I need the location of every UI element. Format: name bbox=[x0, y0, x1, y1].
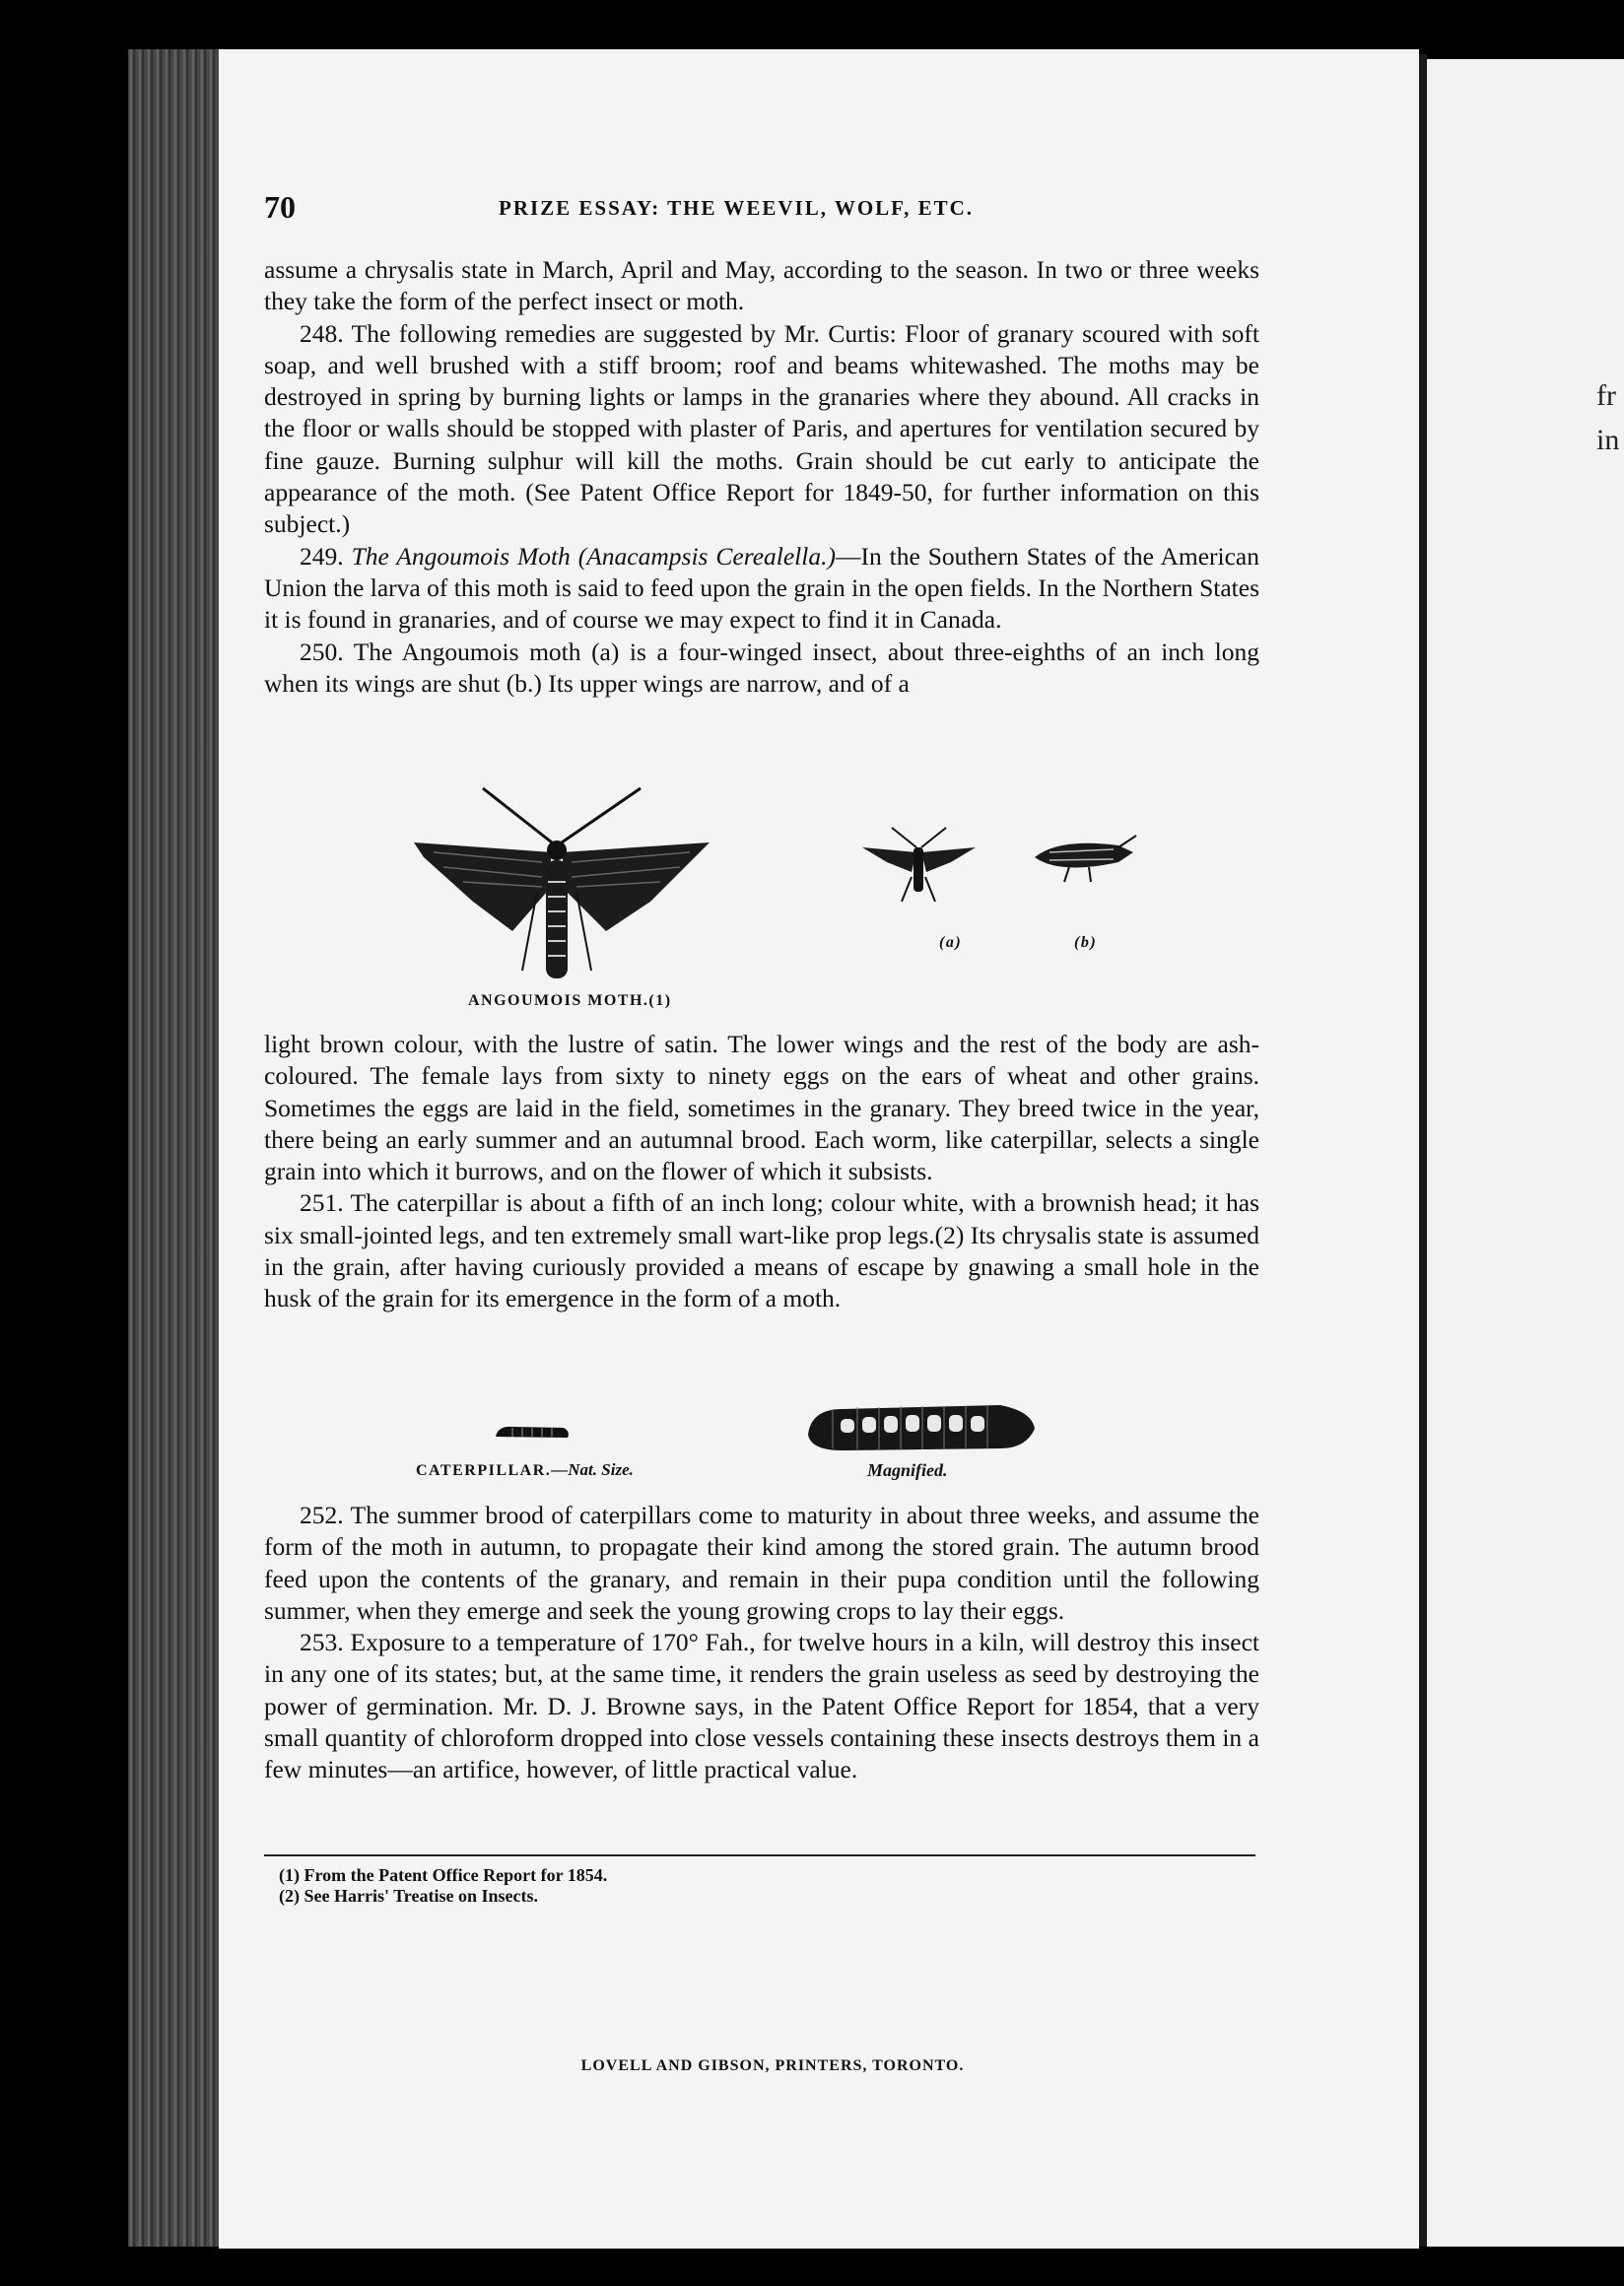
footnote-rule bbox=[264, 1854, 1255, 1856]
caption-caterpillar-label: CATERPILLAR. bbox=[416, 1462, 552, 1479]
running-head: PRIZE ESSAY: THE WEEVIL, WOLF, ETC. bbox=[499, 196, 975, 220]
text-block-top bbox=[264, 254, 1259, 700]
figure-caption-angoumois: ANGOUMOIS MOTH.(1) bbox=[468, 992, 672, 1009]
paragraph-249-text-cont: the open fields. In the Northern States it is found in granaries, and of course we may expect to find it in Canada. bbox=[264, 572, 1259, 635]
figure-caption-magnified: Magnified. bbox=[867, 1460, 948, 1480]
page-header bbox=[264, 189, 1259, 229]
moth-small-a-illustration bbox=[857, 823, 981, 907]
footnote-2: (2) See Harris' Treatise on Insects. bbox=[279, 1886, 538, 1906]
figure-caption-caterpillar bbox=[416, 1460, 634, 1480]
moth-small-b-illustration bbox=[1030, 828, 1138, 887]
text-block-middle bbox=[264, 1029, 1259, 1315]
caterpillar-natural-size-illustration bbox=[493, 1422, 572, 1442]
paragraph-253: 253. Exposure to a temperature of 170° Fah., for twelve hours in a kiln, will destroy this insect in any one of its states; but, at the same time, it renders the grain useless as seed by destroying the power of germination. Mr. D. J. Browne says, in the Patent Office Report for 1854, that a very small quantity of chloroform dropped into close vessels containing these insects destroys them in a few minutes—an artifice, however, of little practical value. bbox=[264, 1628, 1259, 1784]
book-spine bbox=[128, 49, 222, 2247]
paragraph-249-text: —In the Southern States of the American Union the larva of this moth is said to feed upon the grain in bbox=[264, 541, 1259, 602]
paragraph-249-title: The Angoumois Moth (Anacampsis Cerealella.) bbox=[351, 541, 836, 571]
figure-label-b: (b) bbox=[1074, 934, 1098, 951]
facing-page-fragment-1: fr bbox=[1596, 379, 1616, 412]
paragraph-250: 250. The Angoumois moth (a) is a four-winged insect, about three-eighths of an inch long when its wings are shut (b.) Its upper wings are narrow, and of a bbox=[264, 637, 1259, 698]
figure-label-a: (a) bbox=[939, 934, 963, 951]
footnote-1: (1) From the Patent Office Report for 1854. bbox=[279, 1865, 608, 1885]
caterpillar-magnified-illustration bbox=[803, 1397, 1040, 1454]
caption-caterpillar-size: —Nat. Size. bbox=[551, 1460, 634, 1479]
facing-page bbox=[1427, 59, 1624, 2247]
paragraph-248: 248. The following remedies are suggested by Mr. Curtis: Floor of granary scoured with soft soap, and well brushed with a stiff broom; roof and beams whitewashed. The moths may be destroyed in spring by burning lights or lamps in the granaries where they abound. All cracks in the floor or walls should be stopped with plaster of Paris, and apertures for ventilation secured by fine gauze. Burning sulphur will kill the moths. Grain should be cut early to anticipate the appearance of the moth. (See Patent Office Report for 1849-50, for further information on this subject.) bbox=[264, 318, 1259, 539]
printer-imprint bbox=[0, 2057, 1624, 2075]
text-block-bottom bbox=[264, 1500, 1259, 1786]
angoumois-moth-illustration bbox=[404, 783, 719, 990]
paragraph-252: 252. The summer brood of caterpillars come to maturity in about three weeks, and assume the form of the moth in autumn, to propagate their kind among the stored grain. The autumn brood feed upon the contents of the granary, and remain in their pupa condition until the following summer, when they emerge and seek the young growing crops to lay their eggs. bbox=[264, 1501, 1259, 1625]
paragraph-250-continuation: light brown colour, with the lustre of satin. The lower wings and the rest of the body are ash-coloured. The female lays from sixty to ninety eggs on the ears of wheat and other grains. Sometimes the eggs are laid in the field, sometimes in the granary. They breed twice in the year, there being an early summer and an autumnal brood. Each worm, like caterpillar, selects a single grain into which it burrows, and on the flower of which it subsists. bbox=[264, 1030, 1259, 1186]
facing-page-fragment-2: in bbox=[1596, 424, 1620, 456]
paragraph-249 bbox=[264, 541, 1259, 637]
page-gutter bbox=[1419, 54, 1427, 2247]
paragraph-251: 251. The caterpillar is about a fifth of an inch long; colour white, with a brownish head; it has six small-jointed legs, and ten extremely small wart-like prop legs.(2) Its chrysalis state is assumed in the grain, after having curiously provided a means of escape by gnawing a small hole in the husk of the grain for its emergence in the form of a moth. bbox=[264, 1188, 1259, 1313]
printer-imprint-text: LOVELL AND GIBSON, PRINTERS, TORONTO. bbox=[580, 2057, 965, 2074]
paragraph-249-number: 249. bbox=[300, 541, 344, 571]
paragraph-continuation: assume a chrysalis state in March, April and May, according to the season. In two or three weeks they take the form of the perfect insect or moth. bbox=[264, 255, 1259, 316]
footnotes bbox=[279, 1865, 607, 1907]
page-number: 70 bbox=[264, 189, 296, 225]
